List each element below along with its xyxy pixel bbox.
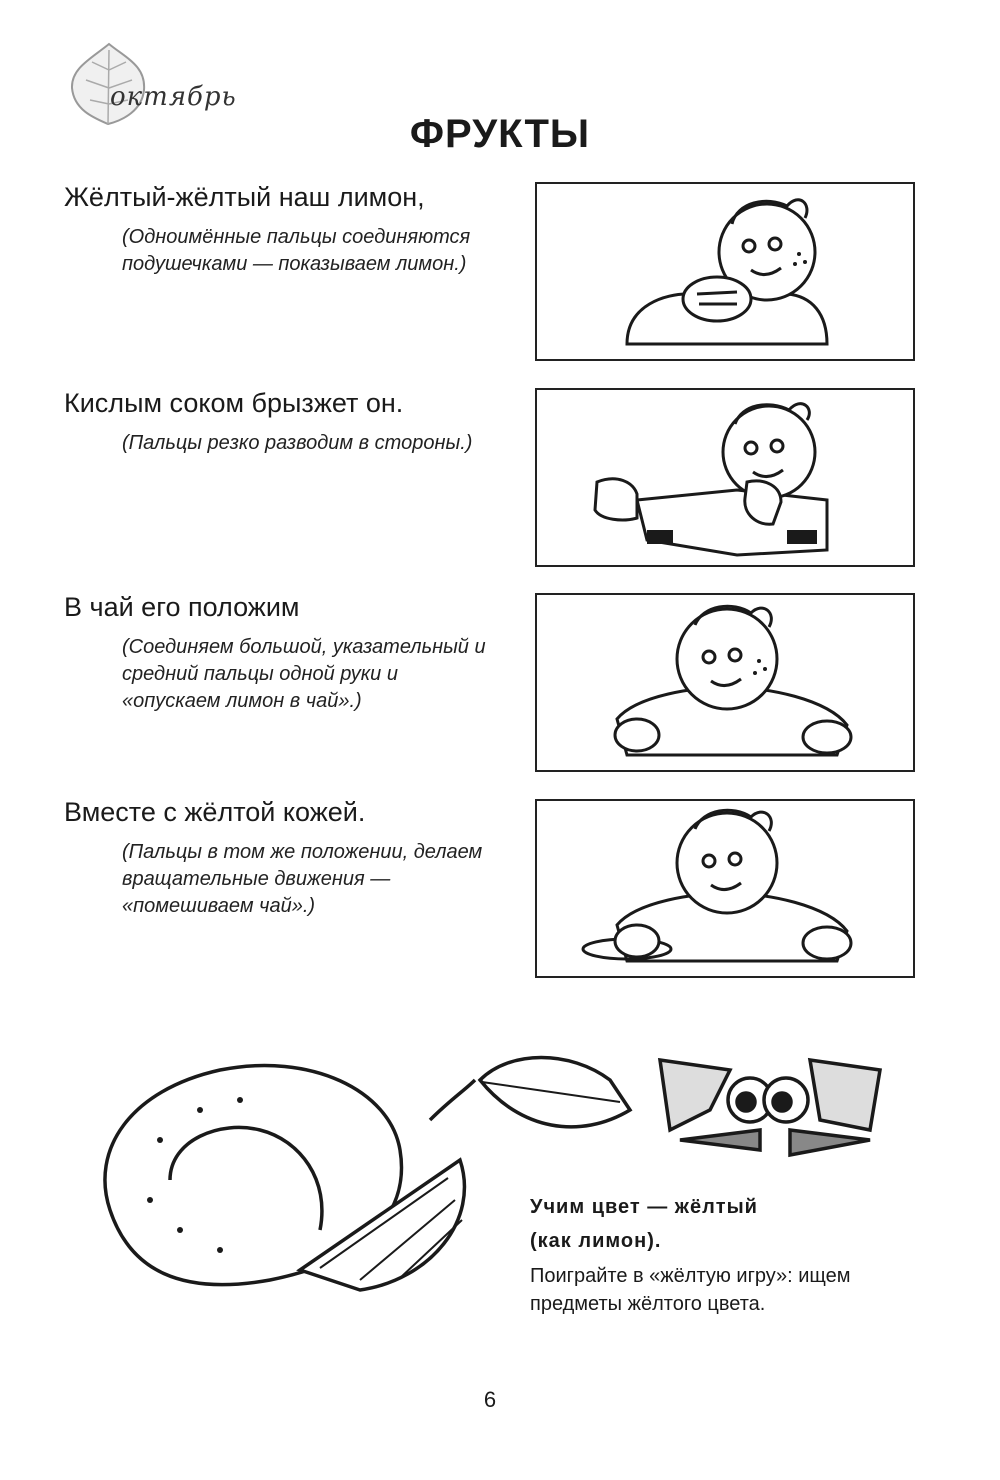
verse-line: Вместе с жёлтой кожей.: [64, 797, 366, 827]
verse-line: В чай его положим: [64, 592, 300, 622]
tip-heading: Учим цвет — жёлтый: [530, 1196, 758, 1218]
page-title: ФРУКТЫ: [409, 112, 591, 156]
stanza: [64, 180, 524, 278]
boy-dipping-lemon-illustration: [535, 593, 915, 772]
verse-line: Кислым соком брызжет он.: [64, 388, 404, 418]
stanza: [64, 386, 524, 457]
stanza: [64, 795, 524, 920]
leaf-icon: [430, 1058, 630, 1127]
instruction-text: (Одноимённые пальцы соединяются подушечками — показываем лимон.): [122, 226, 471, 275]
month-label: октябрь: [110, 82, 237, 112]
boy-stirring-tea-illustration: [535, 799, 915, 978]
instruction-text: (Пальцы в том же положении, делаем вращательные движения — «помешиваем чай».): [122, 841, 483, 917]
boy-joined-fingers-illustration: [535, 182, 915, 361]
tip-heading-note: (как лимон).: [530, 1230, 662, 1252]
boy-spread-hands-illustration: [535, 388, 915, 567]
tip-block: [530, 1190, 930, 1318]
page-number: 6: [483, 1387, 497, 1412]
instruction-text: (Пальцы резко разводим в стороны.): [122, 432, 473, 454]
instruction-text: (Соединяем большой, указательный и средний пальцы одной руки и «опускаем лимон в чай».): [122, 636, 486, 712]
verse-line: Жёлтый-жёлтый наш лимон,: [64, 182, 425, 212]
tip-text: Поиграйте в «жёлтую игру»: ищем предметы жёлтого цвета.: [530, 1265, 851, 1315]
butterfly-icon: [660, 1060, 880, 1155]
stanza: [64, 590, 524, 715]
